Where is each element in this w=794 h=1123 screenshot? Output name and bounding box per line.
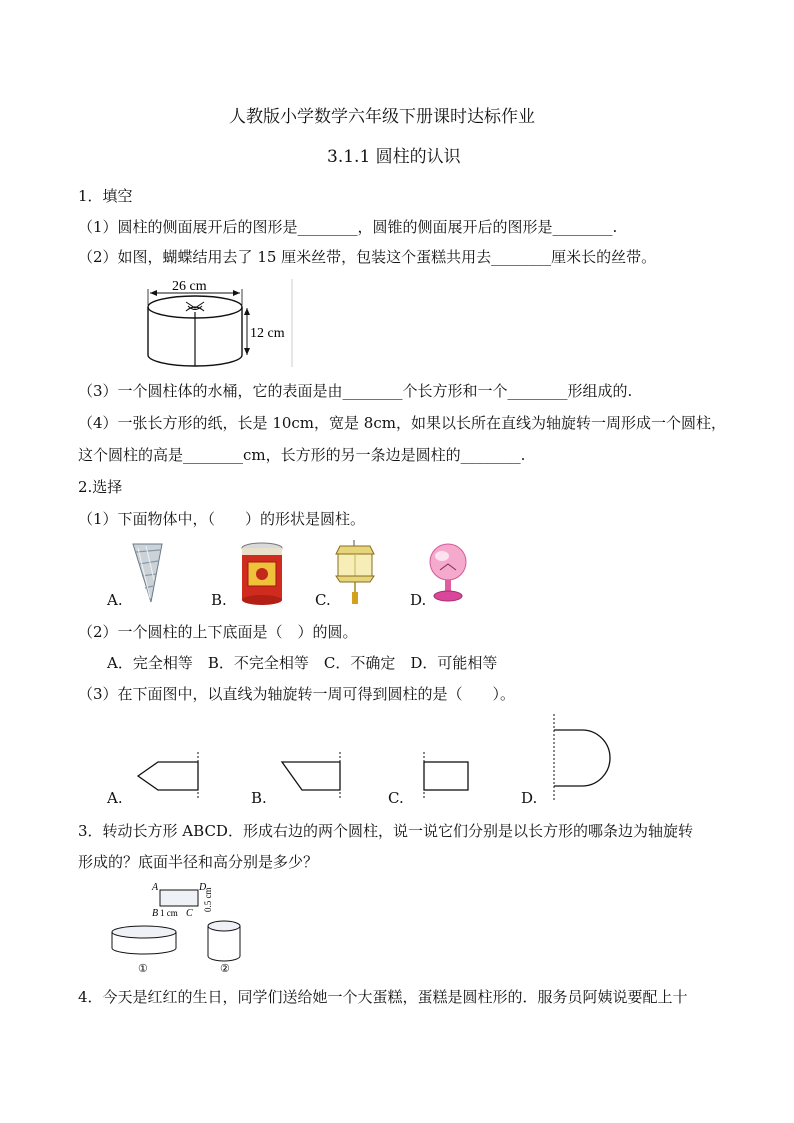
label-d: D bbox=[199, 882, 207, 893]
q2-part1-label-c: C. bbox=[315, 591, 331, 609]
q2-part3-label-c: C. bbox=[388, 789, 404, 807]
q2-part2-options: A．完全相等 B．不完全相等 C．不确定 D．可能相等 bbox=[107, 654, 498, 672]
q2-part3-label-b: B. bbox=[251, 789, 267, 807]
q2-part3: （3）在下面图中，以直线为轴旋转一周可得到圆柱的是（ ）。 bbox=[78, 685, 516, 703]
cylinder-1 bbox=[112, 926, 176, 954]
q2-part1: （1）下面物体中，（ ）的形状是圆柱。 bbox=[78, 510, 366, 528]
objects-row bbox=[130, 540, 480, 608]
shape-b bbox=[282, 752, 340, 800]
q1-part4-line2: 这个圆柱的高是________cm，长方形的另一条边是圆柱的________. bbox=[78, 446, 526, 464]
q2-part3-label-d: D. bbox=[521, 789, 538, 807]
q2-part2: （2）一个圆柱的上下底面是（ ）的圆。 bbox=[78, 623, 358, 641]
lantern-object-icon bbox=[336, 540, 374, 604]
q1-part1: （1）圆柱的侧面展开后的图形是________，圆锥的侧面展开后的图形是________. bbox=[78, 218, 618, 236]
label-c: C bbox=[186, 908, 193, 919]
page-subtitle: 3.1.1 圆柱的认识 bbox=[327, 147, 461, 167]
page-title: 人教版小学数学六年级下册课时达标作业 bbox=[229, 107, 535, 127]
label-cylinder-1: ① bbox=[138, 963, 148, 975]
q1-heading: 1．填空 bbox=[78, 187, 133, 205]
q2-part3-label-a: A. bbox=[107, 789, 123, 807]
lamp-object-icon bbox=[430, 544, 466, 601]
rectangle-cylinders-figure bbox=[106, 878, 248, 978]
label-b: B bbox=[152, 908, 159, 919]
q3-line2: 形成的？底面半径和高分别是多少？ bbox=[78, 853, 319, 871]
shape-c bbox=[424, 752, 468, 800]
q2-part1-label-d: D. bbox=[410, 591, 427, 609]
q2-part1-label-b: B. bbox=[211, 591, 227, 609]
q2-part1-label-a: A. bbox=[107, 591, 123, 609]
label-cylinder-2: ② bbox=[220, 963, 230, 975]
q3-line1: 3．转动长方形 ABCD．形成右边的两个圆柱，说一说它们分别是以长方形的哪条边为轴旋转 bbox=[78, 822, 693, 840]
cake-figure bbox=[140, 275, 300, 370]
shape-a bbox=[138, 752, 198, 800]
shape-d bbox=[554, 714, 610, 802]
label-1cm: 1 cm bbox=[160, 908, 178, 918]
q1-part3: （3）一个圆柱体的水桶，它的表面是由________个长方形和一个________形组成的. bbox=[78, 382, 633, 400]
q2-heading: 2.选择 bbox=[78, 478, 123, 496]
cylinder-2 bbox=[208, 921, 240, 961]
q4-line1: 4．今天是红红的生日，同学们送给她一个大蛋糕，蛋糕是圆柱形的．服务员阿姨说要配上十 bbox=[78, 988, 688, 1006]
can-object-icon bbox=[242, 543, 282, 605]
label-05cm: 0.5 cm bbox=[203, 887, 213, 912]
cone-object-icon bbox=[133, 544, 162, 602]
cake-height-label: 12 cm bbox=[250, 326, 285, 341]
q1-part4-line1: （4）一张长方形的纸，长是 10cm，宽是 8cm，如果以长所在直线为轴旋转一周形成一个圆柱， bbox=[78, 414, 726, 432]
q1-part2: （2）如图，蝴蝶结用去了 15 厘米丝带，包装这个蛋糕共用去________厘米长的丝带。 bbox=[78, 248, 657, 266]
cake-width-label: 26 cm bbox=[172, 279, 207, 294]
rotation-shapes bbox=[130, 712, 630, 804]
label-a: A bbox=[152, 882, 159, 893]
